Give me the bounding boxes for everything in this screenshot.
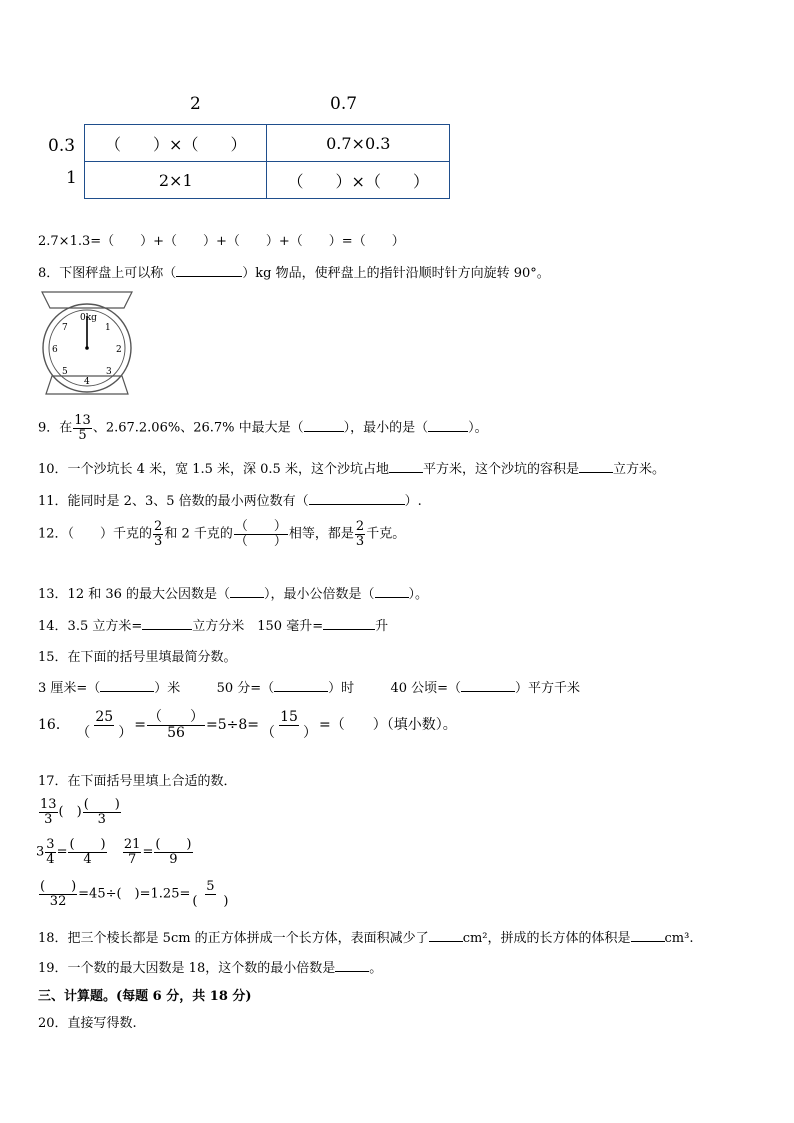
q19-text: 。 (369, 961, 383, 976)
q16-text: =5÷8= (206, 717, 260, 734)
fraction: $\frac{2}{3}$ (355, 519, 365, 549)
q9-prefix: 9．在 (38, 420, 73, 436)
scale-num: 6 (52, 345, 58, 355)
q17-text: ( ) (58, 804, 82, 820)
q8-suffix: ）kg 物品，使秤盘上的指针沿顺时针方向旋转 90°。 (242, 266, 550, 281)
answer-blank (100, 679, 154, 692)
fraction: $\frac{( )}{9}$ (155, 837, 192, 867)
grid-col-head-1: 2 (190, 94, 201, 114)
section-3-heading: 三、计算题。(每题 6 分，共 18 分) (38, 989, 252, 1004)
q15-text: 50 分=（ (216, 681, 275, 696)
q14-text: 立方分米 150 毫升= (192, 619, 324, 634)
question-13 (38, 583, 428, 602)
answer-blank (375, 585, 409, 598)
q18-text: cm²，拼成的长方体的体积是 (462, 931, 631, 946)
answer-blank (428, 419, 468, 432)
q12-text: 12．（ ）千克的 (38, 526, 153, 542)
q10-text: 平方米，这个沙坑的容积是 (422, 462, 579, 477)
grid-row-head-1: 0.3 (48, 136, 76, 156)
question-18 (38, 927, 693, 946)
q14-text: 升 (375, 619, 389, 634)
q16-text: =（ ）（填小数）。 (319, 717, 457, 734)
grid-cell: 2×1 (85, 162, 267, 199)
q15-text: 3 厘米=（ (38, 681, 101, 696)
q15-title: 15．在下面的括号里填最简分数。 (38, 650, 237, 665)
answer-blank (142, 617, 192, 630)
question-20: 20．直接写得数. (38, 1016, 137, 1031)
grid-row-head-2: 1 (66, 168, 77, 188)
question-16: 16． $\frac{25}{( )}$ = $\frac{( )}{56}$ =5÷8= $\frac{15}{( )}$ =（ ）（填小数）。 (38, 709, 457, 741)
scale-label-top: 0kg (80, 313, 97, 323)
answer-blank (274, 679, 328, 692)
question-9 (38, 414, 488, 442)
q15-text: ）时 (328, 681, 355, 696)
answer-blank (230, 585, 264, 598)
scale-illustration (36, 290, 136, 398)
question-12 (38, 520, 405, 548)
q10-text: 10．一个沙坑长 4 米，宽 1.5 米，深 0.5 米，这个沙坑占地 (38, 462, 389, 477)
fraction: $\frac{( )}{4}$ (69, 837, 106, 867)
question-10 (38, 458, 665, 477)
question-19 (38, 957, 382, 976)
fraction: $\frac{3}{4}$ (46, 837, 55, 867)
q15-items (38, 677, 580, 696)
scale-num: 2 (116, 345, 122, 355)
answer-blank (335, 959, 369, 972)
q10-text: 立方米。 (612, 462, 665, 477)
answer-blank (631, 929, 665, 942)
q17-title: 17．在下面括号里填上合适的数． (38, 774, 237, 789)
q7-line: 2.7×1.3=（ ）+（ ）+（ ）+（ ）=（ ） (38, 234, 405, 249)
q9-suffix: ）。 (468, 420, 488, 436)
q11-text: ）. (404, 494, 422, 509)
question-8 (38, 262, 550, 281)
answer-blank (461, 679, 515, 692)
q9-mid: 、2.67.2.06%、26.7% 中最大是（ (92, 420, 304, 436)
scale-num: 5 (62, 367, 68, 377)
q17-row-3 (38, 880, 231, 908)
q18-text: cm³. (664, 931, 694, 946)
q15-text: ）平方千米 (515, 681, 581, 696)
q19-text: 19．一个数的最大因数是 18，这个数的最小倍数是 (38, 961, 336, 976)
scale-num: 4 (84, 377, 90, 387)
q17-text: 3 (36, 844, 45, 860)
q17-text: =45÷( )=1.25= (78, 886, 191, 902)
fraction: $\frac{( )}{3}$ (83, 797, 120, 827)
scale-num: 3 (106, 367, 112, 377)
fraction: $\frac{( )}{32}$ (40, 879, 77, 909)
fraction: $\frac{13}{5}$ (74, 413, 91, 443)
answer-blank (323, 617, 375, 630)
answer-blank (389, 460, 423, 473)
q11-text: 11．能同时是 2、3、5 倍数的最小两位数有（ (38, 494, 309, 509)
q15-text: 40 公顷=（ (390, 681, 462, 696)
q9-mid2: ），最小的是（ (343, 420, 429, 436)
q17-row-1 (38, 798, 122, 826)
q15-text: ）米 (154, 681, 181, 696)
question-11 (38, 490, 422, 509)
grid-cell: （ ）×（ ） (267, 162, 450, 199)
grid-col-head-2: 0.7 (330, 94, 358, 114)
fraction: $\frac{25}{( )}$ (76, 709, 133, 741)
q12-text: 千克。 (366, 526, 406, 542)
q13-text: ），最小公倍数是（ (264, 587, 375, 602)
fraction: $\frac{( )}{56}$ (148, 709, 205, 741)
q12-text: 相等，都是 (288, 526, 354, 542)
grid-cell: （ ）×（ ） (85, 125, 267, 162)
q14-text: 14．3.5 立方米= (38, 619, 143, 634)
fraction: $\frac{5}{( )}$ (192, 879, 229, 909)
q17-row-2: 3 $\frac{3}{4}$ = $\frac{( )}{4}$ $\frac{21}{7}$ = $\frac{( )}{9}$ (36, 837, 192, 867)
answer-blank (309, 492, 405, 505)
fraction: $\frac{21}{7}$ (123, 837, 141, 867)
grid-cell: 0.7×0.3 (267, 125, 450, 162)
answer-blank (176, 264, 242, 277)
scale-num: 7 (62, 323, 68, 333)
fraction: $\frac{( )}{( )}$ (234, 519, 287, 549)
multiplication-grid (84, 124, 450, 199)
q13-text: 13．12 和 36 的最大公因数是（ (38, 587, 231, 602)
question-14 (38, 615, 388, 634)
fraction: $\frac{15}{( )}$ (261, 709, 318, 741)
answer-blank (304, 419, 344, 432)
fraction: $\frac{13}{3}$ (40, 797, 57, 827)
q18-text: 18．把三个棱长都是 5cm 的正方体拼成一个长方体，表面积减少了 (38, 931, 429, 946)
answer-blank (429, 929, 463, 942)
q12-text: 和 2 千克的 (164, 526, 233, 542)
q13-text: ）。 (408, 587, 429, 602)
fraction: $\frac{2}{3}$ (154, 519, 163, 549)
q8-prefix: 8．下图秤盘上可以称（ (38, 266, 177, 281)
answer-blank (579, 460, 613, 473)
q17-text: = (56, 844, 68, 860)
q16-label: 16． (38, 717, 70, 734)
scale-num: 1 (105, 323, 111, 333)
